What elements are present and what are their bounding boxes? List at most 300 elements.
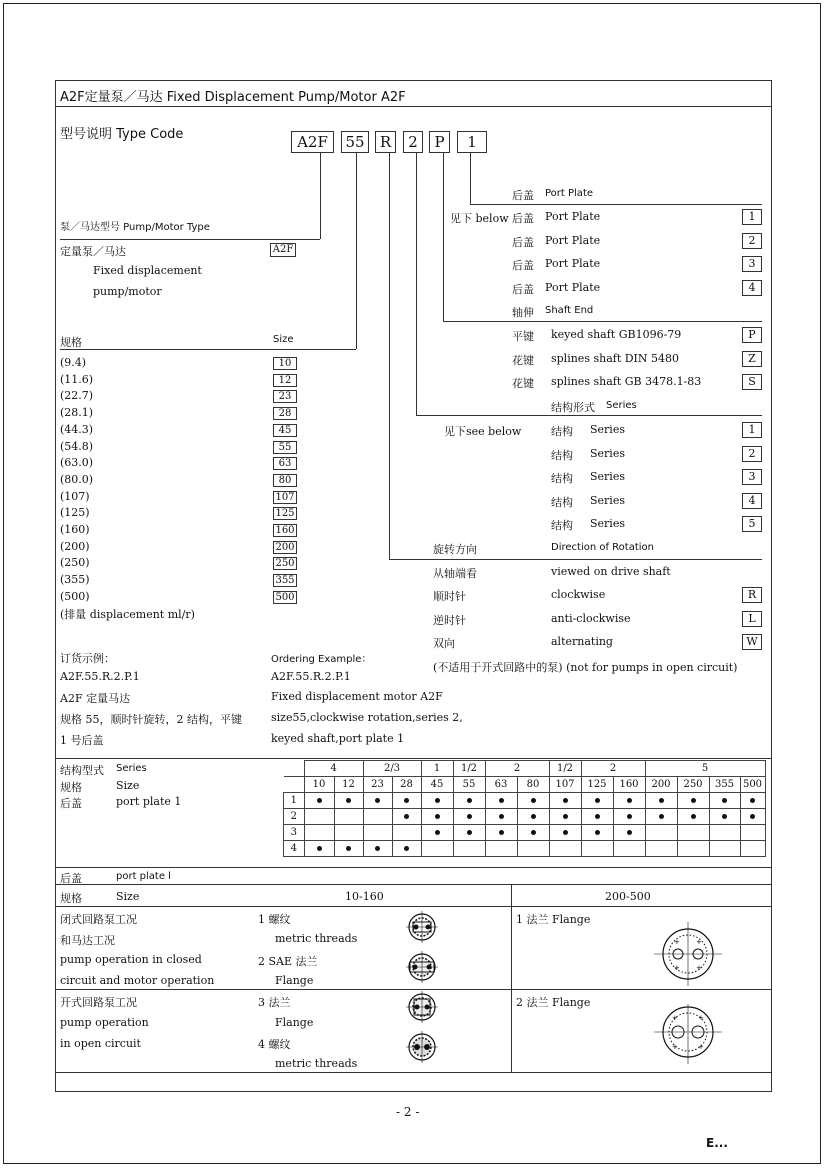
availability-dot-icon — [404, 798, 409, 803]
matrix-row — [284, 809, 766, 825]
matrix-cell — [613, 841, 645, 857]
shaft-list-label-en: splines shaft DIN 5480 — [551, 351, 680, 365]
plates-top-rule — [55, 867, 772, 868]
svg-text:+: + — [698, 1043, 704, 1051]
plate-2-drawing-icon — [405, 950, 439, 984]
svg-text:+: + — [698, 1014, 704, 1022]
matrix-cell — [421, 825, 453, 841]
pump-type-code: A2F — [270, 243, 296, 257]
ordering-heading-cn: 订货示例： — [60, 652, 115, 665]
rotation-view-en: viewed on drive shaft — [551, 565, 671, 578]
matrix-cell — [549, 793, 581, 809]
open-circuit-1: 开式回路泵工况 — [60, 996, 137, 1009]
size-heading-en: Size — [273, 334, 294, 345]
shaft-list-code-box: Z — [742, 351, 762, 367]
open-circuit-2: pump operation — [60, 1016, 149, 1029]
matrix-cell — [581, 809, 613, 825]
matrix-cell — [740, 793, 765, 809]
availability-dot-icon — [499, 814, 504, 819]
ordering-heading-en: Ordering Example： — [271, 654, 372, 665]
large-plate-1-drawing-icon — [652, 918, 724, 990]
plate-list-label-cn: 后盖 — [512, 235, 534, 249]
large-plate-2-drawing-icon — [652, 1002, 724, 1074]
matrix-cell — [453, 841, 485, 857]
matrix-cell — [613, 809, 645, 825]
leader-series-h — [416, 415, 762, 416]
availability-dot-icon — [467, 814, 472, 819]
matrix-cell — [334, 841, 363, 857]
matrix-cell — [645, 841, 677, 857]
availability-dot-icon — [595, 830, 600, 835]
matrix-cell — [421, 809, 453, 825]
port-plate-heading-cn: 后盖 — [512, 189, 534, 202]
port-plate-heading-en: Port Plate — [545, 188, 594, 199]
svg-text:+: + — [696, 938, 702, 946]
availability-dot-icon — [375, 798, 380, 803]
matrix-cell — [334, 793, 363, 809]
matrix-plate-label-cn: 后盖 — [60, 797, 82, 810]
series-list-code-box: 4 — [742, 493, 762, 509]
matrix-cell — [392, 793, 421, 809]
svg-text:+: + — [674, 964, 680, 972]
matrix-cell — [517, 793, 549, 809]
series-see-below: 见下see below — [444, 425, 522, 438]
rotation-list-code-box: R — [742, 587, 762, 603]
plate-list-label-cn: 后盖 — [512, 259, 534, 273]
size-displacement: (11.6) — [60, 372, 94, 386]
matrix-cell — [581, 793, 613, 809]
availability-dot-icon — [346, 846, 351, 851]
matrix-cell — [581, 825, 613, 841]
matrix-cell — [421, 841, 453, 857]
availability-dot-icon — [317, 798, 322, 803]
matrix-size-header: 250 — [677, 777, 709, 793]
matrix-series-label-cn: 结构型式 — [60, 764, 104, 777]
matrix-cell — [677, 841, 709, 857]
plates-heading-en: port plate l — [116, 871, 171, 882]
matrix-cell — [334, 809, 363, 825]
svg-text:+: + — [674, 938, 680, 946]
ordering-line1-cn: A2F 定量马达 — [60, 692, 131, 705]
ordering-line2-cn: 规格 55，顺时针旋转，2 结构，平键 — [60, 713, 242, 726]
availability-dot-icon — [722, 814, 727, 819]
size-displacement: (355) — [60, 573, 90, 587]
availability-dot-icon — [404, 814, 409, 819]
availability-dot-icon — [750, 814, 755, 819]
plate-list-label-en: Port Plate — [545, 257, 601, 271]
matrix-row — [284, 841, 766, 857]
matrix-cell — [709, 841, 740, 857]
matrix-cell — [485, 841, 517, 857]
svg-text:+: + — [672, 1014, 678, 1022]
size-displacement: (125) — [60, 506, 90, 520]
matrix-cell — [485, 825, 517, 841]
closed-circuit-3: pump operation in closed — [60, 953, 202, 966]
matrix-cell — [304, 809, 334, 825]
matrix-cell — [363, 809, 392, 825]
size-displacement: (63.0) — [60, 456, 94, 470]
size-displacement: (9.4) — [60, 356, 87, 369]
size-displacement: (80.0) — [60, 472, 94, 486]
page-number: - 2 - — [396, 1105, 420, 1119]
size-note: (排量 displacement ml/r) — [60, 608, 195, 621]
series-list-label-cn: 结构 — [551, 425, 573, 438]
plates-col-divider — [511, 884, 512, 1072]
ordering-code-cn: A2F.55.R.2.P.1 — [60, 670, 140, 683]
availability-dot-icon — [499, 798, 504, 803]
svg-text:+: + — [672, 1043, 678, 1051]
plate-4-drawing-icon — [405, 1030, 439, 1064]
availability-dot-icon — [435, 814, 440, 819]
plate-option-4-cn: 4 螺纹 — [258, 1038, 291, 1051]
matrix-cell — [645, 793, 677, 809]
matrix-plate-number: 4 — [284, 841, 305, 857]
availability-dot-icon — [531, 830, 536, 835]
ordering-line2-en: size55,clockwise rotation,series 2, — [271, 711, 463, 724]
plates-heading-cn: 后盖 — [60, 872, 82, 885]
size-code-box: 160 — [273, 524, 297, 537]
size-displacement: (22.7) — [60, 389, 94, 403]
plates-size-cn: 规格 — [60, 892, 82, 905]
plate-1-drawing-icon — [405, 910, 439, 944]
availability-dot-icon — [435, 798, 440, 803]
type-code-segment: P — [429, 131, 450, 153]
matrix-size-header: 160 — [613, 777, 645, 793]
size-code-box: 55 — [273, 441, 297, 454]
matrix-cell — [709, 793, 740, 809]
availability-dot-icon — [435, 830, 440, 835]
ordering-line3-cn: 1 号后盖 — [60, 734, 104, 747]
shaft-list-label-en: keyed shaft GB1096-79 — [551, 328, 682, 341]
matrix-size-header: 55 — [453, 777, 485, 793]
size-code-box: 10 — [273, 357, 297, 370]
matrix-cell — [453, 809, 485, 825]
matrix-cell — [304, 793, 334, 809]
size-displacement: (44.3) — [60, 422, 94, 436]
shaft-heading-en: Shaft End — [545, 305, 594, 316]
shaft-list-code-box: S — [742, 374, 762, 390]
plate-option-2-cn: 2 SAE 法兰 — [258, 955, 318, 968]
availability-dot-icon — [531, 814, 536, 819]
series-list-label-en: Series — [590, 517, 625, 531]
series-list-code-box: 2 — [742, 446, 762, 462]
rotation-list-code-box: L — [742, 611, 762, 627]
rotation-view-cn: 从轴端看 — [433, 567, 477, 580]
series-list-label-en: Series — [590, 470, 625, 484]
size-displacement: (160) — [60, 523, 90, 536]
rotation-heading-cn: 旋转方向 — [433, 543, 477, 556]
matrix-cell — [485, 793, 517, 809]
page-title: A2F定量泵／马达 Fixed Displacement Pump/Motor A2F — [60, 90, 406, 105]
size-code-box: 250 — [273, 557, 297, 570]
matrix-cell — [304, 825, 334, 841]
availability-dot-icon — [627, 830, 632, 835]
series-list-label-en: Series — [590, 493, 625, 507]
matrix-cell — [517, 841, 549, 857]
size-displacement: (54.8) — [60, 439, 94, 453]
availability-dot-icon — [317, 846, 322, 851]
rotation-list-label-en: alternating — [551, 635, 613, 648]
matrix-plate-number: 2 — [284, 809, 305, 825]
plate-3-drawing-icon — [405, 990, 439, 1024]
matrix-cell — [485, 809, 517, 825]
rotation-list-label-cn: 双向 — [433, 637, 455, 650]
availability-dot-icon — [627, 798, 632, 803]
size-code-box: 28 — [273, 407, 297, 420]
plates-rule-3 — [55, 906, 772, 907]
svg-text:+: + — [696, 964, 702, 972]
plate-option-4-en: metric threads — [275, 1057, 358, 1070]
series-list-label-en: Series — [590, 423, 625, 436]
size-code-box: 125 — [273, 507, 297, 520]
pump-type-label: 定量泵／马达 — [60, 245, 126, 258]
size-displacement: (28.1) — [60, 406, 94, 420]
availability-dot-icon — [499, 830, 504, 835]
series-list-label-cn: 结构 — [551, 448, 573, 462]
matrix-cell — [645, 809, 677, 825]
leader-shaft-h — [443, 321, 762, 322]
matrix-series-label-en: Series — [116, 763, 147, 774]
ordering-code-en: A2F.55.R.2.P.1 — [271, 670, 351, 683]
leader-a2f-h — [60, 239, 320, 240]
matrix-cell — [304, 841, 334, 857]
availability-dot-icon — [722, 798, 727, 803]
leader-rotation — [389, 153, 390, 559]
rotation-list-label-en: anti-clockwise — [551, 611, 631, 625]
series-size-matrix — [283, 760, 766, 857]
matrix-cell — [581, 841, 613, 857]
availability-dot-icon — [595, 814, 600, 819]
availability-dot-icon — [467, 798, 472, 803]
leader-size-h — [60, 349, 356, 350]
shaft-list-label-cn: 平键 — [512, 330, 534, 343]
matrix-size-header: 200 — [645, 777, 677, 793]
matrix-size-header: 355 — [709, 777, 740, 793]
shaft-list-code-box: P — [742, 327, 762, 343]
availability-dot-icon — [404, 846, 409, 851]
plate-list-label-cn: 后盖 — [512, 212, 534, 225]
size-code-box: 107 — [273, 491, 297, 504]
plate-list-label-en: Port Plate — [545, 233, 601, 247]
size-displacement: (500) — [60, 589, 90, 603]
port-plate-see-below: 见下 below — [450, 212, 509, 225]
matrix-cell — [421, 793, 453, 809]
matrix-cell — [392, 841, 421, 857]
series-list-code-box: 5 — [742, 516, 762, 532]
matrix-size-header: 107 — [549, 777, 581, 793]
matrix-cell — [709, 809, 740, 825]
matrix-cell — [363, 793, 392, 809]
series-list-label-cn: 结构 — [551, 472, 573, 486]
matrix-corner — [284, 777, 305, 793]
rotation-note: (不适用于开式回路中的泵) (not for pumps in open circuit) — [433, 661, 738, 674]
matrix-cell — [740, 809, 765, 825]
rotation-list-label-cn: 逆时针 — [433, 613, 466, 627]
matrix-series-group: 2 — [581, 761, 645, 777]
plate-list-code-box: 3 — [742, 256, 762, 272]
availability-dot-icon — [563, 798, 568, 803]
matrix-cell — [709, 825, 740, 841]
matrix-cell — [613, 825, 645, 841]
series-heading-cn: 结构形式 — [551, 401, 595, 414]
plates-size-en: Size — [116, 890, 140, 903]
size-code-box: 12 — [273, 374, 297, 387]
header-divider — [55, 106, 772, 107]
matrix-cell — [392, 825, 421, 841]
matrix-cell — [363, 825, 392, 841]
series-list-code-box: 3 — [742, 469, 762, 485]
matrix-series-group: 2/3 — [363, 761, 421, 777]
matrix-cell — [677, 793, 709, 809]
matrix-cell — [613, 793, 645, 809]
type-code-segment: 2 — [403, 131, 423, 153]
ordering-line3-en: keyed shaft,port plate 1 — [271, 732, 405, 745]
closed-circuit-1: 闭式回路泵工况 — [60, 913, 137, 926]
plate-list-code-box: 1 — [742, 209, 762, 225]
rotation-list-label-cn: 顺时针 — [433, 590, 466, 603]
matrix-series-group: 5 — [645, 761, 765, 777]
matrix-cell — [645, 825, 677, 841]
availability-dot-icon — [375, 846, 380, 851]
availability-dot-icon — [659, 814, 664, 819]
type-code-segment: 1 — [457, 131, 487, 153]
plate-list-label-cn: 后盖 — [512, 283, 534, 297]
leader-size — [356, 153, 357, 349]
matrix-top-rule — [55, 758, 772, 759]
size-displacement: (107) — [60, 489, 90, 503]
closed-circuit-2: 和马达工况 — [60, 934, 115, 947]
plate-list-code-box: 2 — [742, 233, 762, 249]
matrix-row — [284, 825, 766, 841]
closed-circuit-4: circuit and motor operation — [60, 974, 215, 987]
shaft-list-label-en: splines shaft GB 3478.1-83 — [551, 375, 702, 388]
plate-option-3-en: Flange — [275, 1016, 314, 1029]
leader-plate — [470, 153, 471, 204]
rotation-list-label-en: clockwise — [551, 588, 606, 601]
matrix-cell — [453, 793, 485, 809]
availability-dot-icon — [563, 830, 568, 835]
plate-option-1-en: metric threads — [275, 932, 358, 945]
plates-range-small: 10-160 — [345, 890, 384, 903]
matrix-cell — [334, 825, 363, 841]
matrix-cell — [677, 809, 709, 825]
next-page-marker: E... — [706, 1136, 728, 1150]
shaft-list-label-cn: 花键 — [512, 377, 534, 390]
matrix-cell — [453, 825, 485, 841]
matrix-series-group: 1/2 — [453, 761, 485, 777]
plate-option-1-cn: 1 螺纹 — [258, 913, 291, 926]
ordering-line1-en: Fixed displacement motor A2F — [271, 690, 443, 703]
type-code-segment: A2F — [291, 131, 334, 153]
matrix-size-header: 45 — [421, 777, 453, 793]
size-code-box: 63 — [273, 457, 297, 470]
availability-dot-icon — [531, 798, 536, 803]
plate-list-label-en: Port Plate — [545, 281, 601, 295]
matrix-plate-number: 1 — [284, 793, 305, 809]
matrix-cell — [363, 841, 392, 857]
leader-rotation-h — [389, 559, 762, 560]
size-heading: 规格 — [60, 336, 82, 349]
matrix-series-group: 4 — [304, 761, 363, 777]
matrix-size-header: 12 — [334, 777, 363, 793]
matrix-cell — [677, 825, 709, 841]
matrix-size-header: 23 — [363, 777, 392, 793]
matrix-cell — [549, 841, 581, 857]
leader-plate-h — [470, 204, 762, 205]
large-plate-1-label: 1 法兰 Flange — [516, 913, 591, 926]
matrix-cell — [517, 809, 549, 825]
pump-type-desc2: pump/motor — [93, 285, 162, 298]
size-displacement: (250) — [60, 556, 90, 570]
plates-range-large: 200-500 — [605, 890, 651, 903]
matrix-cell — [392, 809, 421, 825]
matrix-size-header: 80 — [517, 777, 549, 793]
plate-option-2-en: Flange — [275, 974, 314, 987]
pump-type-heading: 泵／马达型号 Pump/Motor Type — [60, 222, 210, 233]
matrix-cell — [740, 825, 765, 841]
size-code-box: 500 — [273, 591, 297, 604]
series-list-label-en: Series — [590, 446, 625, 460]
pump-type-desc1: Fixed displacement — [93, 264, 202, 277]
matrix-cell — [740, 841, 765, 857]
matrix-cell — [517, 825, 549, 841]
leader-series — [416, 153, 417, 415]
availability-dot-icon — [346, 798, 351, 803]
matrix-size-label-cn: 规格 — [60, 781, 82, 794]
matrix-cell — [549, 825, 581, 841]
rotation-heading-en: Direction of Rotation — [551, 542, 654, 553]
plates-rule-2 — [55, 884, 772, 885]
matrix-size-header: 125 — [581, 777, 613, 793]
availability-dot-icon — [467, 830, 472, 835]
series-list-label-cn: 结构 — [551, 519, 573, 533]
type-code-segment: R — [375, 131, 396, 153]
series-list-label-cn: 结构 — [551, 495, 573, 509]
leader-a2f — [320, 153, 321, 239]
size-code-box: 355 — [273, 574, 297, 587]
series-list-code-box: 1 — [742, 422, 762, 438]
type-code-label: 型号说明 Type Code — [60, 127, 184, 142]
size-code-box: 45 — [273, 424, 297, 437]
shaft-heading-cn: 轴伸 — [512, 306, 534, 319]
matrix-series-group: 1 — [421, 761, 453, 777]
matrix-corner — [284, 761, 305, 777]
type-code-segment: 55 — [341, 131, 369, 153]
matrix-cell — [549, 809, 581, 825]
series-heading-en: Series — [606, 400, 637, 411]
availability-dot-icon — [595, 798, 600, 803]
matrix-row — [284, 793, 766, 809]
matrix-size-header: 63 — [485, 777, 517, 793]
availability-dot-icon — [627, 814, 632, 819]
matrix-plate-label-en: port plate 1 — [116, 795, 182, 808]
plate-list-label-en: Port Plate — [545, 210, 601, 223]
availability-dot-icon — [659, 798, 664, 803]
matrix-size-label-en: Size — [116, 779, 140, 792]
availability-dot-icon — [563, 814, 568, 819]
matrix-size-header: 10 — [304, 777, 334, 793]
leader-shaft — [443, 153, 444, 321]
availability-dot-icon — [691, 798, 696, 803]
availability-dot-icon — [691, 814, 696, 819]
size-code-box: 200 — [273, 541, 297, 554]
size-code-box: 23 — [273, 390, 297, 403]
open-circuit-3: in open circuit — [60, 1037, 141, 1050]
matrix-series-group: 2 — [485, 761, 549, 777]
matrix-size-header: 500 — [740, 777, 765, 793]
matrix-plate-number: 3 — [284, 825, 305, 841]
plate-list-code-box: 4 — [742, 280, 762, 296]
